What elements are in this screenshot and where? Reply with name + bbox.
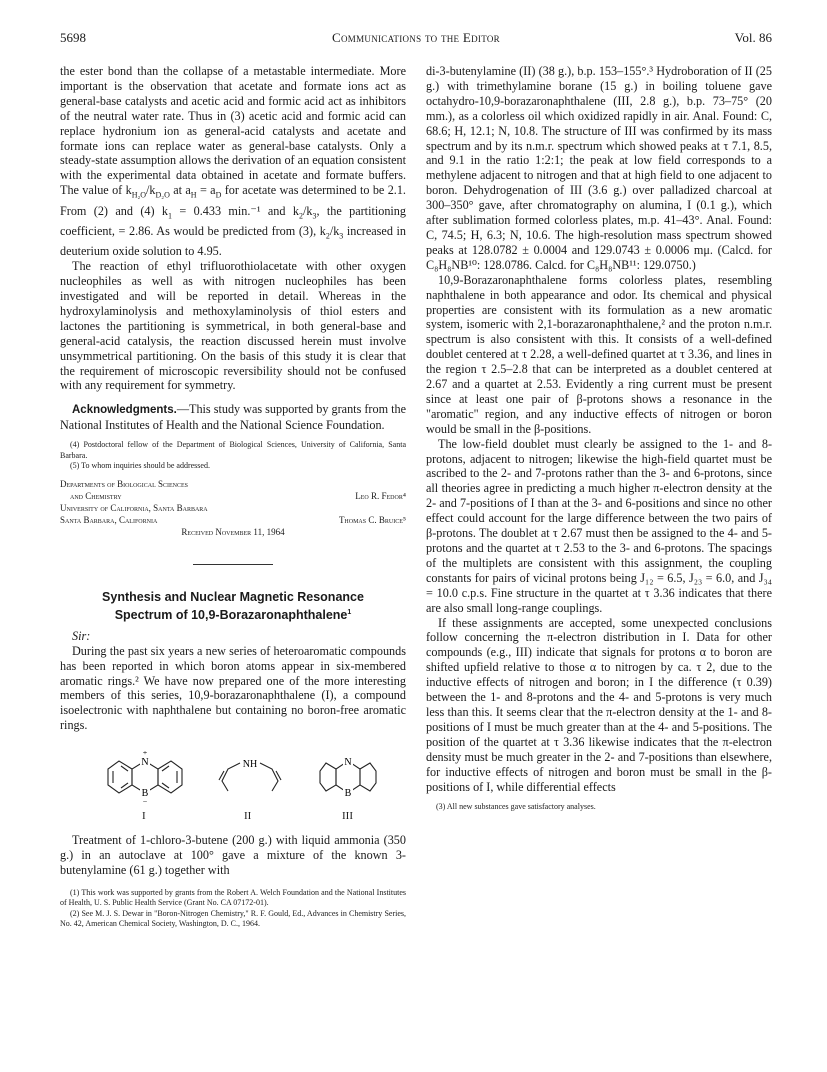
paragraph: di-3-butenylamine (II) (38 g.), b.p. 153–155°.³ Hydroboration of II (25 g.) with trimethylamine borane (15 g.) in boiling toluene gave octahydro-10,9-borazaronaphthalene (III, 2.8 g.), b.p. 73–75° (20 mm.), as a colorless oil which oxidized rapidly in air. Anal. Found: C, 68.6; H, 12.1; N, 10.8. The structure of III was confirmed by its mass spectrum and by its n.m.r. spectrum which showed peaks at τ 7.1, 8.5, and 9.1 in the ratio 1:2:1; the peak at low field corresponds to a methylene adjacent to nitrogen and that at high field to one adjacent to boron. Dehydrogenation of III (3.6 g.) over palladized charcoal at 300–350° gave, after chromatography on alumina, I (0.1 g.), which after sublimation formed colorless plates, m.p. 41–43°. Anal. Found: C, 74.5; H, 6.3; N, 10.6. The high-resolution mass spectrum showed peaks at 128.0782 ± 0.0004 and 129.0743 ± 0.0006 mμ. (Calcd. for C₈H₈NB¹⁰: 128.0786. Calcd. for C₈H₈NB¹¹: 129.0750.) (426, 64, 772, 272)
structure-i (106, 751, 184, 805)
running-title: Communications to the Editor (332, 30, 500, 45)
affil-university: University of California, Santa Barbara (60, 502, 208, 513)
paragraph: If these assignments are accepted, some unexpected conclusions follow concerning the π-electron distribution in I. Data for other compounds (e.g., III) indicate that signals for protons α to boron are shifted upfield relative to those α to nitrogen by ca. τ 2, due to the inductive effects of nitrogen and boron; in I the difference (τ 0.39) between the 1- and 8-protons and the 4- and 5-protons is very much less than this. It seems clear that the π-electron density at the 1- and 8-positions of I must be much greater than at the 4- and 5-positions. The position of the quartet at τ 3.36 likewise indicates that the π-electron density must be much greater in the 2- and 7-positions than elsewhere, for inductive effects of nitrogen and boron must be small in the β-positions of I, while differential effects (426, 615, 772, 794)
salutation: Sir: (72, 628, 91, 643)
paragraph: the ester bond than the collapse of a metastable intermediate. More important is the observation that acetate and formate ions act as general-base catalysts and acetic acid and formic acid act as inhibitors of the neutral water rate. Thus in (3) acetic acid and formic acid can replace hydronium ion as general-acid catalysts and acetate and formate ions can replace water as general-base catalysts. Only a steady-state assumption allows the derivation of an equation consistent with the experimental data obtained in acetate and formate buffers. The value of $k_{H_2O}/k_{D_2O}$ at $a_H = a_D$ for acetate was determined to be 2.1. From (2) and (4) $k_1 = 0.433$ min.⁻¹ and $k_2/k_3$, the partitioning coefficient, = 2.86. As would be predicted from (3), $k_2/k_3$ increased in deuterium oxide solution to 4.95. (60, 64, 406, 259)
paragraph: The low-field doublet must clearly be assigned to the 1- and 8-protons, adjacent to nitrogen; likewise the high-field quartet must be ascribed to the 2- and 7-protons rather than the 3- and 6-protons, since all theories agree in predicting a much higher π-electron density at the 2- and 7-positions of I than at the 3- and 6-positions and since no other effect could account for the large difference between the two pairs of β-protons. The doublet at τ 2.67 must then be assigned to the 4- and 5-protons and the quartet at τ 2.53 to the 3- and 6-protons. The spacings of the multiplets are consistent with this assignment, the coupling constants for pairs of vicinal protons being J₁₂ = 6.5, J₂₃ = 6.0, and J₃₄ = 10.0 c.p.s. Fine structure in the quartet at τ 3.36 indicates that there are also small long-range couplings. (426, 436, 772, 615)
right-column (426, 64, 772, 813)
paragraph: Treatment of 1-chloro-3-butene (200 g.) with liquid ammonia (350 g.) in an autoclave at 100° gave a mixture of the known 3-butenylamine (61 g.) together with (60, 833, 406, 877)
affil-dept: Departments of Biological Sciences (60, 478, 189, 489)
charge-minus: − (142, 797, 148, 806)
structure-ii (210, 751, 290, 805)
atom-b: B (344, 788, 352, 800)
footnote: (3) All new substances gave satisfactory analyses. (436, 802, 596, 812)
author-name: Thomas C. Bruice⁵ (338, 514, 406, 525)
footnotes (60, 440, 406, 472)
structure-label: I (142, 810, 146, 823)
affiliation-block (60, 478, 406, 538)
paragraph: During the past six years a new series of heteroaromatic compounds has been reported in which boron atoms appear in six-membered aromatic rings.² We have now prepared one of the more interesting members of this series, 10,9-borazaronaphthalene (I), a compound isoelectronic with naphthalene but containing no boron-free aromatic rings. (60, 643, 406, 733)
author-name: Leo R. Fedor⁴ (355, 490, 406, 501)
atom-n: N (344, 757, 352, 769)
paragraph: The reaction of ethyl trifluorothiolacetate with other oxygen nucleophiles as well as with nitrogen nucleophiles has been investigated and will be reported in detail. Whereas in the hydroxylaminolysis and methoxylaminolysis of thiol esters and lactones the partitioning is symmetrical, in both general-base and general-acid catalysis, the reaction discussed herein must involve unsymmetrical partitioning. On the basis of this study it is clear that the requirement of microscopic reversibility should not be confused with any requirement for symmetry. (60, 259, 406, 393)
footnote: (5) To whom inquiries should be addressed. (70, 461, 210, 471)
footnotes (426, 802, 772, 813)
structure-label: III (342, 810, 353, 823)
atom-n: N (141, 757, 149, 769)
footnote: (2) See M. J. S. Dewar in "Boron-Nitrogen Chemistry," R. F. Gould, Ed., Advances in Chemistry Series, No. 42, American Chemical Society, Washington, D. C., 1964. (60, 908, 406, 929)
page-number: 5698 (60, 30, 86, 45)
affil-city: Santa Barbara, California (60, 514, 158, 525)
footnote: (4) Postdoctoral fellow of the Department of Biological Sciences, University of California, Santa Barbara. (60, 440, 406, 460)
atom-b: B (141, 788, 149, 800)
footnote: (1) This work was supported by grants from the Robert A. Welch Foundation and the National Institutes of Health, U. S. Public Health Service (Grant No. CA 07172-01). (60, 887, 406, 908)
ack-text: —This study was supported by grants from the National Institutes of Health and the National Science Foundation. (60, 402, 406, 433)
ack-heading: Acknowledgments. (72, 404, 177, 417)
structure-label: II (244, 810, 252, 823)
structures-figure (60, 751, 406, 823)
affil-dept: and Chemistry (70, 490, 122, 501)
structure-iii (318, 751, 378, 805)
divider (193, 564, 273, 565)
footnotes (60, 888, 406, 930)
left-column (60, 64, 406, 930)
charge-plus: + (142, 751, 148, 758)
volume-label: Vol. 86 (734, 30, 772, 45)
atom-nh: NH (242, 759, 258, 771)
page-header (60, 0, 772, 45)
acknowledgments (60, 402, 406, 433)
received-date: Received November 11, 1964 (181, 526, 285, 537)
paragraph: 10,9-Borazaronaphthalene forms colorless plates, resembling naphthalene in both appearance and odor. Its chemical and physical properties are consistent with its formulation as a new aromatic system, isomeric with 2,1-borazaronaphthalene,² and the proton n.m.r. spectrum is also consistent with this. It consists of a well-defined doublet centered at τ 2.28, a well-defined quartet at τ 3.36, and lines in the region τ 2.5–2.8 that can be interpreted as a doublet centered at 2.67 and a quartet at 2.53. Evidently a ring current must be present since at least one pair of β-protons shows a resonance in the "aromatic" region, and any inductive effects of nitrogen or boron would be small in the β-positions. (426, 272, 772, 436)
article-title: Synthesis and Nuclear Magnetic Resonance Spectrum of 10,9-Borazaronaphthalene$^1$ (102, 589, 364, 622)
